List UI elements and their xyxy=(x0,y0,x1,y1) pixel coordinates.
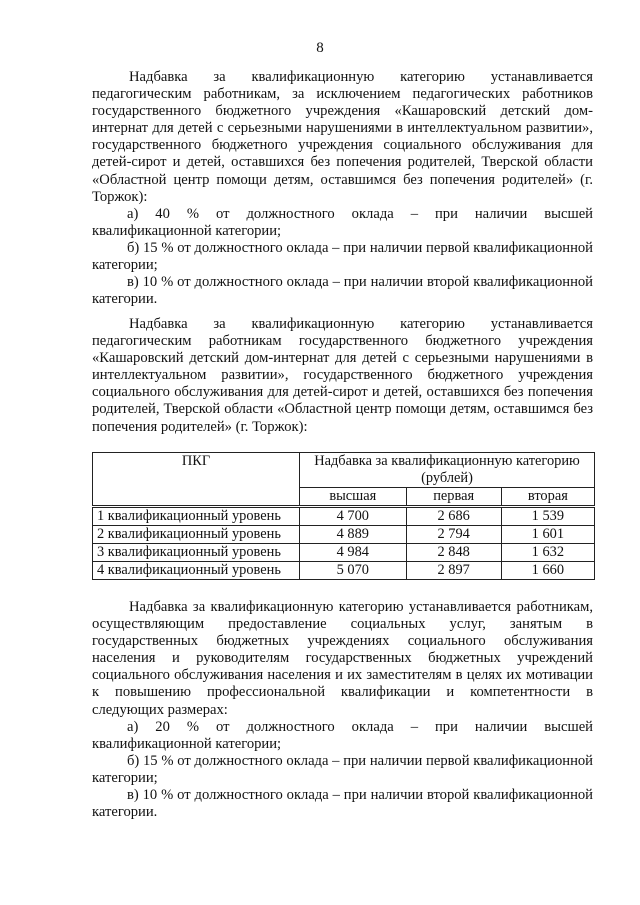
value-cell: 1 601 xyxy=(501,526,594,544)
level-cell: 1 квалификационный уровень xyxy=(93,507,300,526)
list-item-b: б) 15 % от должностного оклада – при наличии первой квалификационной категории; xyxy=(92,239,593,274)
subheader-highest: высшая xyxy=(300,488,407,507)
value-cell: 2 848 xyxy=(406,544,501,562)
table-row xyxy=(93,507,595,526)
value-cell: 2 897 xyxy=(406,562,501,580)
paragraph-special-institutions xyxy=(92,316,593,436)
subheader-first: первая xyxy=(406,488,501,507)
value-cell: 5 070 xyxy=(300,562,407,580)
list-item-b: б) 15 % от должностного оклада – при наличии первой квалификационной категории; xyxy=(92,752,593,786)
value-cell: 1 539 xyxy=(501,507,594,526)
header-bonus: Надбавка за квалификационную категорию (рублей) xyxy=(300,453,595,488)
table-row xyxy=(93,562,595,580)
paragraph-text: Надбавка за квалификационную категорию устанавливается педагогическим работникам, за исключением педагогических работников государственного бюджетного учреждения «Кашаровский детский дом-интернат для детей с серьезными нарушениями в интеллектуальном развитии», государственного бюджетного учреждения социального обслуживания для детей-сирот и детей, оставшихся без попечения родителей, Тверской области «Областной центр помощи детям, оставшимся без попечения родителей» (г. Торжок): xyxy=(92,69,593,205)
list-item-a: а) 40 % от должностного оклада – при наличии высшей квалификационной категории; xyxy=(92,205,593,239)
paragraph-general-teachers xyxy=(92,69,593,308)
table-row xyxy=(93,544,595,562)
table-row xyxy=(93,526,595,544)
level-cell: 2 квалификационный уровень xyxy=(93,526,300,544)
level-cell: 3 квалификационный уровень xyxy=(93,544,300,562)
bonus-table xyxy=(92,452,595,580)
page-number: 8 xyxy=(316,40,324,56)
paragraph-text: Надбавка за квалификационную категорию устанавливается работникам, осуществляющим предоставление социальных услуг, занятым в государственных бюджетных учреждениях социального обслуживания населения и руководителям государственных бюджетных учреждений социального обслуживания населения и их заместителям в целях их мотивации к повышению профессиональной квалификации и компетентности в следующих размерах: xyxy=(92,599,593,718)
paragraph-text: Надбавка за квалификационную категорию устанавливается педагогическим работникам государственного бюджетного учреждения «Кашаровский детский дом-интернат для детей с серьезными нарушениями в интеллектуальном развитии», государственного бюджетного учреждения социального обслуживания для детей-сирот и детей, оставшихся без попечения родителей, Тверской области «Областной центр помощи детям, оставшимся без попечения родителей» (г. Торжок): xyxy=(92,316,593,435)
level-cell: 4 квалификационный уровень xyxy=(93,562,300,580)
value-cell: 2 686 xyxy=(406,507,501,526)
table-header-row xyxy=(93,453,595,488)
value-cell: 1 660 xyxy=(501,562,594,580)
value-cell: 4 889 xyxy=(300,526,407,544)
value-cell: 2 794 xyxy=(406,526,501,544)
list-item-c: в) 10 % от должностного оклада – при наличии второй квалификационной категории. xyxy=(92,787,593,821)
subheader-second: вторая xyxy=(501,488,594,507)
paragraph-social-services xyxy=(92,599,593,821)
value-cell: 1 632 xyxy=(501,544,594,562)
value-cell: 4 984 xyxy=(300,544,407,562)
list-item-a: а) 20 % от должностного оклада – при наличии высшей квалификационной категории; xyxy=(92,718,593,752)
list-item-c: в) 10 % от должностного оклада – при наличии второй квалификационной категории. xyxy=(92,274,593,308)
value-cell: 4 700 xyxy=(300,507,407,526)
header-pkg: ПКГ xyxy=(93,453,300,507)
